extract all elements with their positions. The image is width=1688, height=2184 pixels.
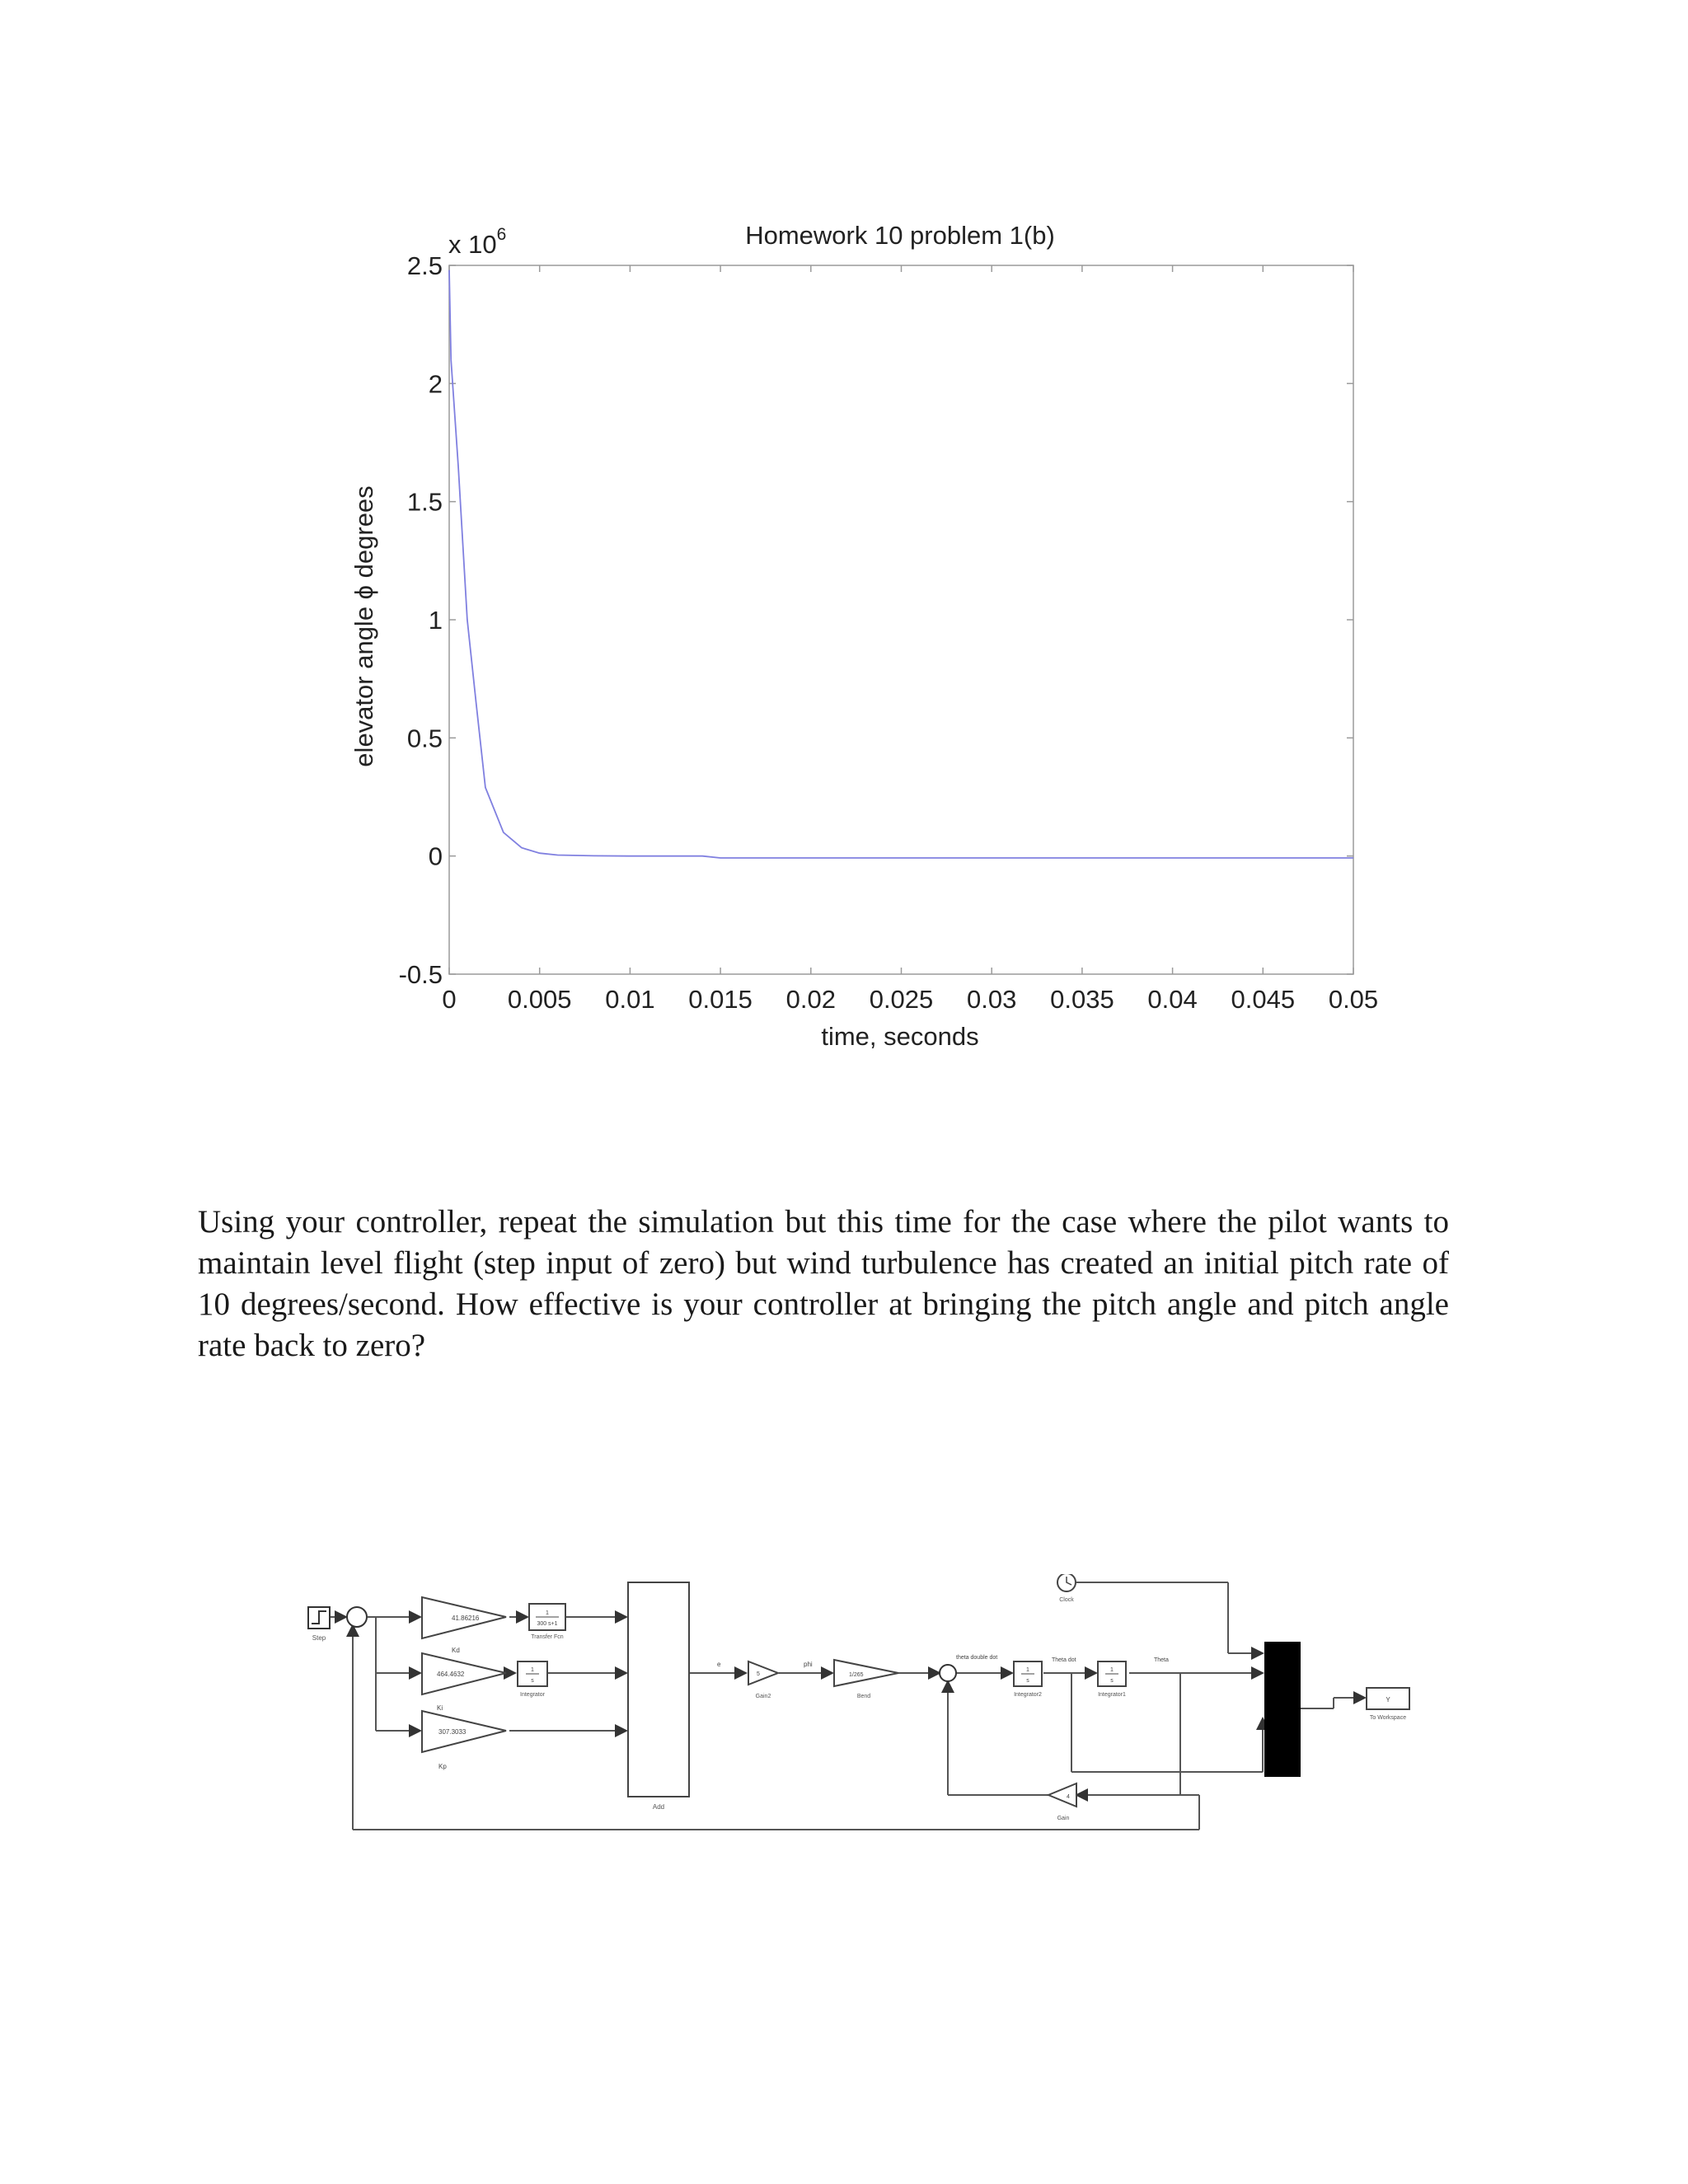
x-tick-label: 0.04	[1147, 985, 1198, 1014]
plot-frame	[449, 265, 1353, 974]
integrator-block	[518, 1661, 547, 1698]
workspace-value: Y	[1386, 1696, 1390, 1704]
y-exponent-label: x $10^6$	[448, 225, 507, 259]
transfer-fcn-block	[529, 1604, 565, 1640]
clock-label: Clock	[1059, 1597, 1074, 1603]
x-tick-label: 0.02	[785, 985, 836, 1014]
sum2-junction	[940, 1665, 956, 1681]
feedback-gain-label: Gain	[1057, 1816, 1070, 1821]
y-tick-label: 2.5	[406, 251, 443, 280]
step-label: Step	[312, 1634, 326, 1642]
kp-gain-label: Kp	[438, 1763, 447, 1770]
series-group	[449, 270, 1353, 858]
integrator2-block	[1014, 1661, 1042, 1698]
ki-gain-value: 464.4632	[437, 1671, 465, 1678]
kd-gain-label: Kd	[452, 1647, 460, 1654]
tf-denominator: 300 s+1	[537, 1621, 558, 1627]
question-paragraph: Using your controller, repeat the simulation but this time for the case where the pilot wants to maintain level flight (step input of zero) but wind turbulence has created an initial pitch rate of 10 degrees/second. How effective is your controller at bringing the pitch angle and pitch angle rate back to zero?	[198, 1204, 1449, 1363]
x-tick-label: 0.005	[507, 985, 572, 1014]
feedback-gain-block	[1048, 1783, 1076, 1821]
kp-gain-value: 307.3033	[438, 1728, 467, 1736]
mux-block	[1264, 1642, 1301, 1777]
to-workspace-block	[1367, 1688, 1409, 1721]
y-axis-label: elevator angle ϕ degrees	[349, 485, 378, 767]
integrator-numerator: 1	[531, 1667, 534, 1673]
integrator1-denominator: s	[1110, 1678, 1114, 1684]
gain2-label: Gain2	[755, 1694, 771, 1699]
x-tick-label: 0.05	[1328, 985, 1379, 1014]
signal-theta: Theta	[1154, 1657, 1169, 1663]
x-tick-label: 0.03	[967, 985, 1017, 1014]
ki-gain-label: Ki	[437, 1704, 443, 1712]
y-tick-label: 0	[428, 841, 443, 871]
y-tick-label: -0.5	[398, 960, 443, 989]
add-label: Add	[652, 1803, 665, 1811]
signal-phi: phi	[804, 1661, 813, 1668]
kd-gain-value: 41.86216	[452, 1615, 480, 1622]
y-tick-label: 1	[428, 606, 443, 635]
elevator-angle-chart	[0, 0, 1688, 1071]
y-tick-label: 1.5	[406, 487, 443, 517]
integrator1-label: Integrator1	[1098, 1692, 1126, 1698]
kp-gain-block	[422, 1711, 506, 1770]
x-tick-label: 0	[442, 985, 457, 1014]
x-tick-label: 0.045	[1231, 985, 1296, 1014]
y-tick-label: 0.5	[406, 724, 443, 753]
workspace-label: To Workspace	[1369, 1715, 1407, 1721]
y-tick-label: 2	[428, 369, 443, 399]
x-tick-group	[442, 265, 1378, 1014]
integrator2-numerator: 1	[1026, 1667, 1029, 1673]
ki-gain-block	[422, 1653, 506, 1712]
sum-junction	[347, 1607, 367, 1627]
step-block	[308, 1607, 330, 1642]
clock-block	[1057, 1574, 1076, 1603]
tf-label: Transfer Fcn	[531, 1634, 564, 1640]
x-tick-label: 0.025	[869, 985, 934, 1014]
integrator2-denominator: s	[1026, 1678, 1029, 1684]
x-tick-label: 0.035	[1050, 985, 1114, 1014]
bend-gain-value: 1/265	[849, 1672, 864, 1678]
integrator-label: Integrator	[520, 1692, 545, 1698]
x-tick-label: 0.015	[688, 985, 753, 1014]
x-axis-label: time, seconds	[821, 1022, 979, 1051]
add-block	[628, 1582, 689, 1811]
x-tick-label: 0.01	[605, 985, 655, 1014]
bend-gain-block	[834, 1660, 898, 1699]
kd-gain-block	[422, 1597, 506, 1654]
tf-numerator: 1	[546, 1610, 549, 1616]
gain2-value: 5	[757, 1671, 760, 1677]
integrator1-block	[1098, 1661, 1126, 1698]
simulink-block-diagram	[0, 1574, 1688, 1904]
bend-gain-label: Bend	[856, 1694, 871, 1699]
gain2-block	[748, 1661, 778, 1699]
feedback-gain-value: 4	[1067, 1794, 1070, 1800]
signal-theta-ddot: theta double dot	[956, 1655, 998, 1661]
series-line-elevator-angle	[449, 270, 1353, 858]
y-exponent-power: 6	[496, 225, 507, 244]
integrator2-label: Integrator2	[1014, 1692, 1042, 1698]
y-tick-group	[399, 251, 1353, 989]
signal-e: e	[717, 1661, 721, 1668]
signal-theta-dot: Theta dot	[1052, 1657, 1076, 1663]
integrator1-numerator: 1	[1110, 1667, 1114, 1673]
integrator-denominator: s	[531, 1678, 534, 1684]
chart-title: Homework 10 problem 1(b)	[745, 221, 1055, 250]
